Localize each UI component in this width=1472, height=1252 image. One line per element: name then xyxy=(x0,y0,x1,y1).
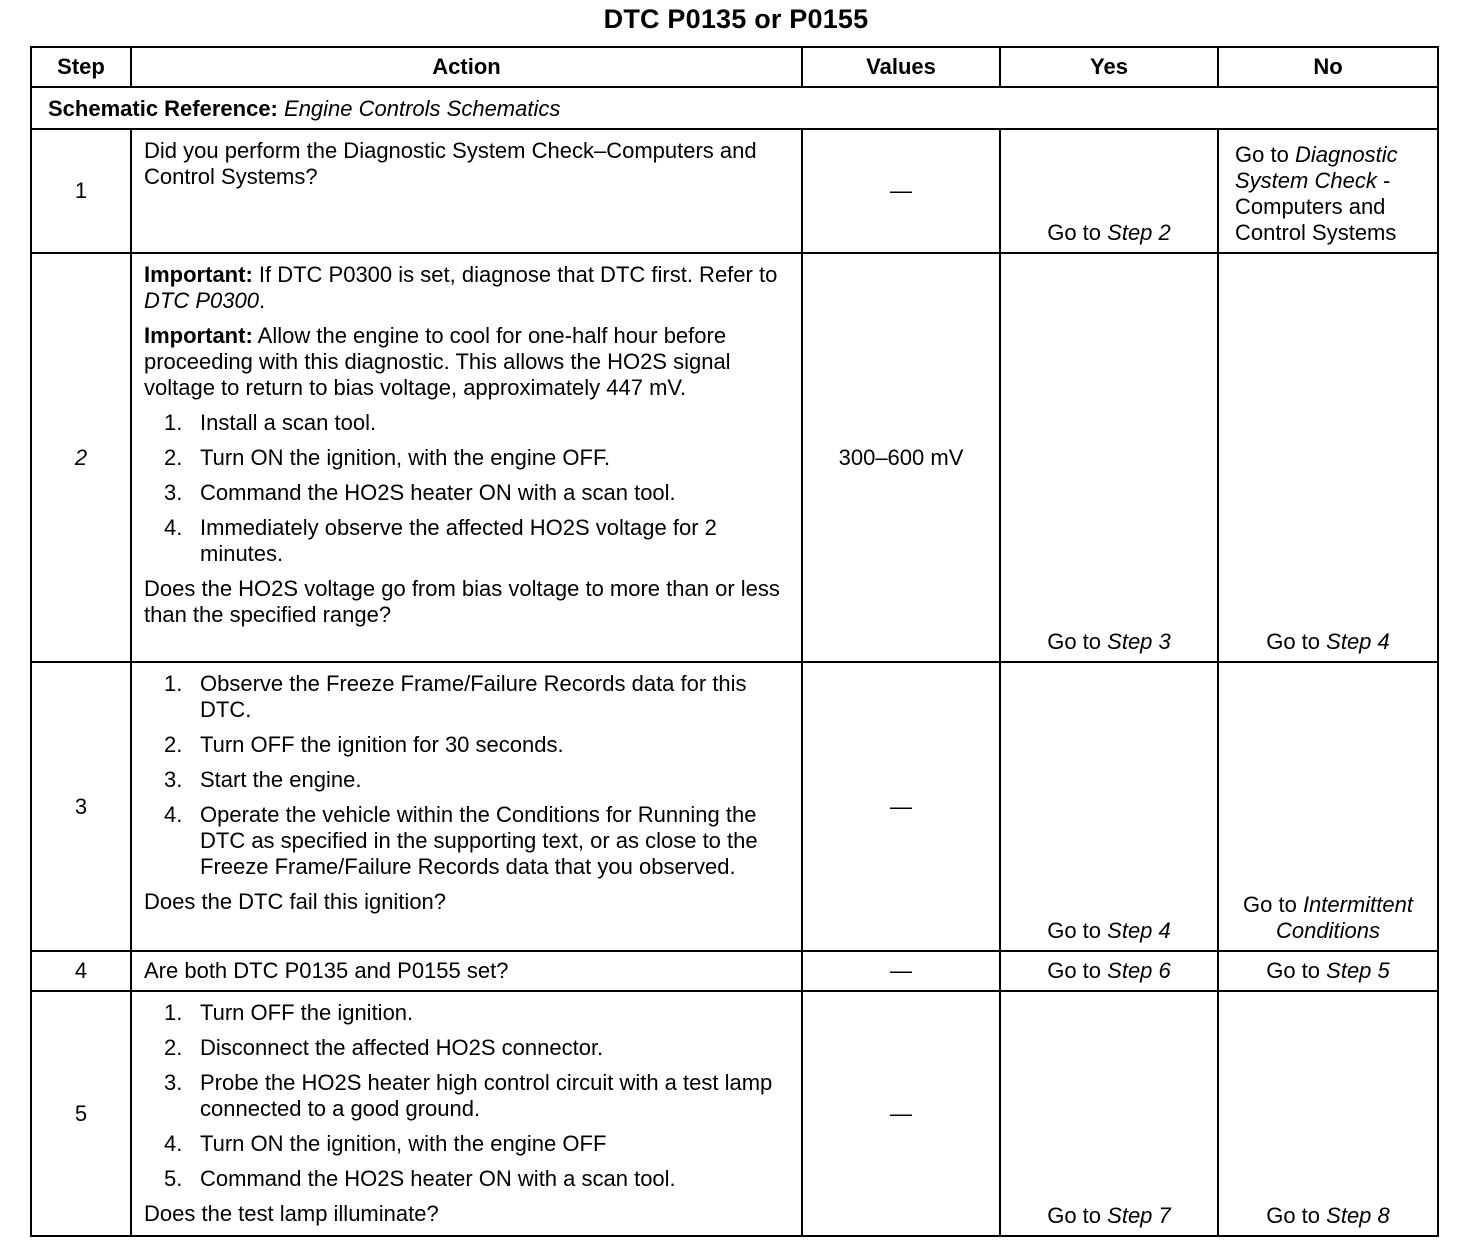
question-text: Does the HO2S voltage go from bias voltage to more than or less than the specified range? xyxy=(144,576,780,627)
schematic-link[interactable]: Engine Controls Schematics xyxy=(284,96,561,121)
list-item: 4. Turn ON the ignition, with the engine OFF xyxy=(164,1131,607,1156)
list-item-text: Observe the Freeze Frame/Failure Records data for this DTC. xyxy=(200,671,747,722)
no-link[interactable]: Intermittent Conditions xyxy=(1276,892,1413,943)
important-note xyxy=(144,262,793,314)
schematic-row xyxy=(31,87,1438,129)
no-cell xyxy=(1218,253,1438,662)
list-item: 2. Disconnect the affected HO2S connector. xyxy=(164,1035,604,1060)
list-item-text: Command the HO2S heater ON with a scan tool. xyxy=(200,480,676,505)
list-item-text: Operate the vehicle within the Conditions for Running the DTC as specified in the supporting text, or as close to the Freeze Frame/Failure Records data that you observed. xyxy=(200,802,758,879)
page-title: DTC P0135 or P0155 xyxy=(603,4,869,34)
go-to-label: Go to xyxy=(1266,629,1321,654)
list-item: 5. Command the HO2S heater ON with a scan tool. xyxy=(164,1166,676,1191)
action-text: Did you perform the Diagnostic System Check–Computers and Control Systems? xyxy=(144,138,757,189)
list-item-text: Turn OFF the ignition for 30 seconds. xyxy=(200,732,564,757)
list-item: 3. Command the HO2S heater ON with a scan tool. xyxy=(164,480,676,505)
important-label: Important: xyxy=(144,262,253,287)
go-to-label: Go to xyxy=(1266,958,1321,983)
important-end: . xyxy=(258,288,266,313)
list-item-text: Immediately observe the affected HO2S voltage for 2 minutes. xyxy=(200,515,717,566)
list-item-text: Turn ON the ignition, with the engine OFF. xyxy=(200,445,611,470)
step-number: 2 xyxy=(31,253,131,662)
yes-link[interactable]: Step 3 xyxy=(1107,629,1171,654)
go-to-label: Go to xyxy=(1047,1203,1102,1228)
list-item-text: Turn OFF the ignition. xyxy=(200,1000,414,1025)
important-text: Allow the engine to cool for one-half hour before proceeding with this diagnostic. This allows the HO2S signal voltage to return to bias voltage, approximately 447 mV. xyxy=(144,323,731,400)
action-cell xyxy=(131,129,802,253)
value-cell: — xyxy=(802,662,1000,951)
question-text: Does the test lamp illuminate? xyxy=(144,1201,439,1226)
table-row xyxy=(31,662,1438,951)
list-item: 4. Immediately observe the affected HO2S voltage for 2 minutes. xyxy=(164,515,717,566)
no-cell xyxy=(1218,991,1438,1236)
value-cell: 300–600 mV xyxy=(802,253,1000,662)
list-item: 1. Install a scan tool. xyxy=(164,410,377,435)
list-item-text: Command the HO2S heater ON with a scan tool. xyxy=(200,1166,676,1191)
header-row xyxy=(31,47,1438,87)
list-item: 4. Operate the vehicle within the Conditions for Running the DTC as specified in the supporting text, or as close to the Freeze Frame/Failure Records data that you observed. xyxy=(164,802,758,879)
go-to-label: Go to xyxy=(1047,629,1102,654)
step-number: 3 xyxy=(31,662,131,951)
go-to-label: Go to xyxy=(1047,918,1102,943)
header-step: Step xyxy=(31,47,131,87)
yes-cell xyxy=(1000,129,1218,253)
yes-link[interactable]: Step 4 xyxy=(1107,918,1171,943)
no-link[interactable]: Diagnostic System Check xyxy=(1235,142,1398,193)
no-cell xyxy=(1218,662,1438,951)
schematic-label: Schematic Reference: xyxy=(48,96,278,121)
list-item-text: Probe the HO2S heater high control circuit with a test lamp connected to a good ground. xyxy=(200,1070,773,1121)
procedure-list xyxy=(144,1000,793,1192)
list-item: 2. Turn ON the ignition, with the engine OFF. xyxy=(164,445,611,470)
dtc-link[interactable]: DTC P0300 xyxy=(144,288,259,313)
no-link[interactable]: Step 4 xyxy=(1326,629,1390,654)
header-yes: Yes xyxy=(1000,47,1218,87)
important-text: If DTC P0300 is set, diagnose that DTC first. Refer to xyxy=(252,262,778,287)
header-action: Action xyxy=(131,47,802,87)
no-link[interactable]: Step 5 xyxy=(1326,958,1390,983)
header-values: Values xyxy=(802,47,1000,87)
go-to-label: Go to xyxy=(1243,892,1297,917)
table-row xyxy=(31,951,1438,991)
step-number: 4 xyxy=(31,951,131,991)
header-no: No xyxy=(1218,47,1438,87)
go-to-label: Go to xyxy=(1047,958,1102,983)
yes-cell xyxy=(1000,253,1218,662)
action-cell xyxy=(131,991,802,1236)
yes-cell xyxy=(1000,951,1218,991)
action-cell xyxy=(131,253,802,662)
yes-cell xyxy=(1000,991,1218,1236)
value-cell: — xyxy=(802,991,1000,1236)
list-item-text: Disconnect the affected HO2S connector. xyxy=(200,1035,604,1060)
go-to-label: Go to xyxy=(1235,142,1289,167)
yes-link[interactable]: Step 6 xyxy=(1107,958,1171,983)
yes-link[interactable]: Step 7 xyxy=(1107,1203,1171,1228)
question-text: Does the DTC fail this ignition? xyxy=(144,889,447,914)
no-link[interactable]: Step 8 xyxy=(1326,1203,1390,1228)
diagnostic-table xyxy=(30,46,1439,1237)
no-cell xyxy=(1218,129,1438,253)
go-to-label: Go to xyxy=(1266,1203,1321,1228)
list-item-text: Turn ON the ignition, with the engine OFF xyxy=(200,1131,607,1156)
table-row xyxy=(31,253,1438,662)
procedure-list xyxy=(144,671,793,880)
list-item: 3. Start the engine. xyxy=(164,767,362,792)
step-number: 1 xyxy=(31,129,131,253)
yes-link[interactable]: Step 2 xyxy=(1107,220,1171,245)
list-item: 1. Observe the Freeze Frame/Failure Records data for this DTC. xyxy=(164,671,747,722)
go-to-label: Go to xyxy=(1047,220,1102,245)
list-item: 2. Turn OFF the ignition for 30 seconds. xyxy=(164,732,564,757)
no-link-suffix: - Computers and Control Systems xyxy=(1235,168,1397,245)
list-item-text: Start the engine. xyxy=(200,767,362,792)
action-cell xyxy=(131,662,802,951)
table-row xyxy=(31,129,1438,253)
list-item-text: Install a scan tool. xyxy=(200,410,377,435)
action-text: Are both DTC P0135 and P0155 set? xyxy=(144,958,509,983)
value-cell: — xyxy=(802,129,1000,253)
action-cell xyxy=(131,951,802,991)
procedure-list xyxy=(144,410,793,567)
list-item: 1. Turn OFF the ignition. xyxy=(164,1000,414,1025)
important-label: Important: xyxy=(144,323,253,348)
step-number: 5 xyxy=(31,991,131,1236)
list-item: 3. Probe the HO2S heater high control circuit with a test lamp connected to a good ground. xyxy=(164,1070,773,1121)
important-note xyxy=(144,323,793,401)
table-row xyxy=(31,991,1438,1236)
value-cell: — xyxy=(802,951,1000,991)
yes-cell xyxy=(1000,662,1218,951)
no-cell xyxy=(1218,951,1438,991)
